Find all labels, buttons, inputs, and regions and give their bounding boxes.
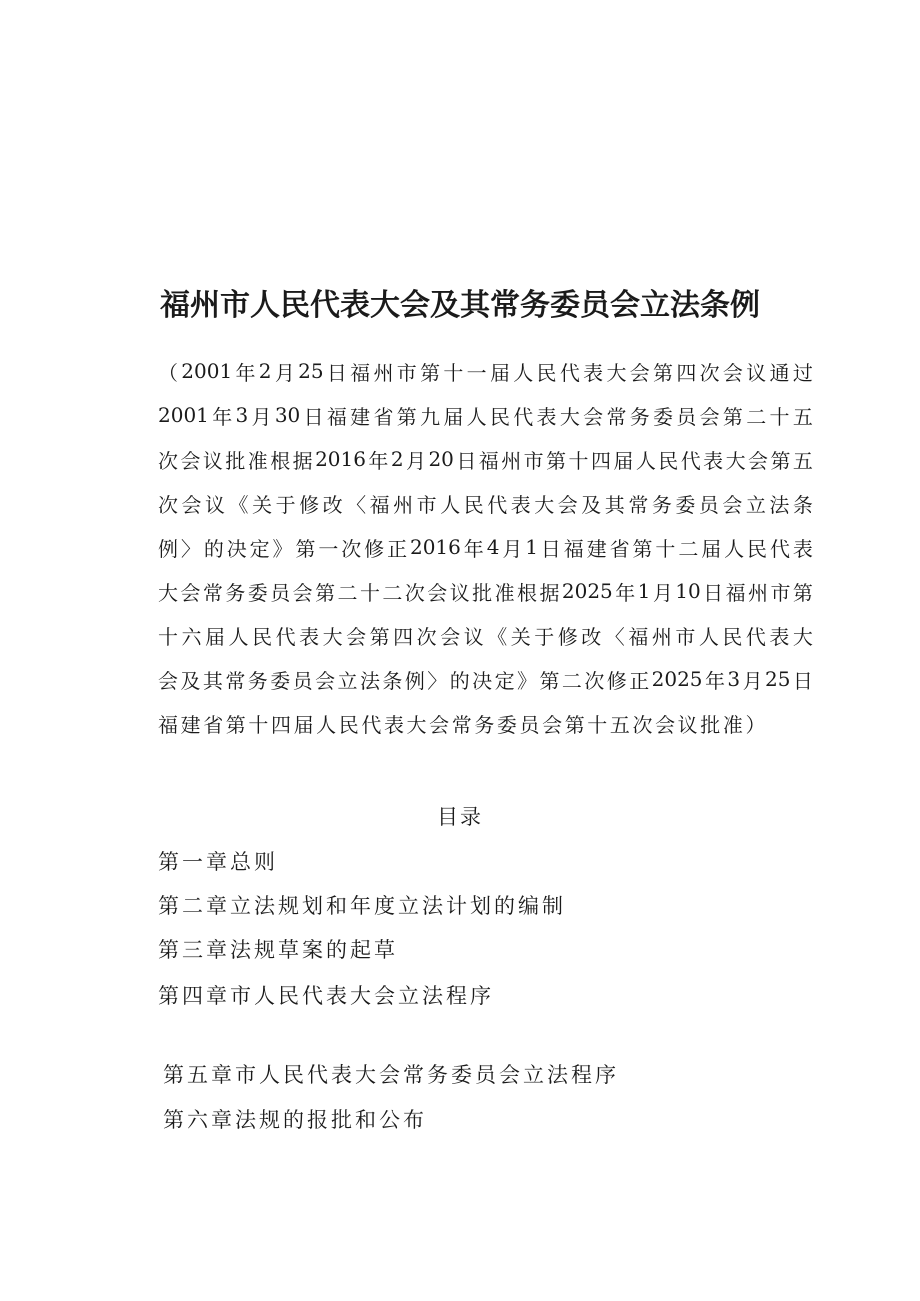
- toc-item-chapter-5: 第五章市人民代表大会常务委员会立法程序: [163, 1063, 619, 1087]
- adoption-note-line: 次 会 议 《 关 于 修 改 〈 福 州 市 人 民 代 表 大 会 及 其 常 务 委 员 会 立 法 条: [158, 492, 813, 517]
- adoption-note-line: 大 会 常 务 委 员 会 第 二 十 二 次 会 议 批 准 根 据 2025 年 1 月 10 日 福 州 市 第: [158, 579, 813, 605]
- toc-item-chapter-6: 第六章法规的报批和公布: [163, 1108, 427, 1132]
- toc-item-chapter-1: 第一章总则: [158, 850, 278, 874]
- toc-item-chapter-2: 第二章立法规划和年度立法计划的编制: [158, 894, 566, 918]
- document-title: 福州市人民代表大会及其常务委员会立法条例: [160, 288, 760, 324]
- toc-heading: 目录: [437, 805, 483, 829]
- adoption-note-line: 例 〉 的 决 定 》 第 一 次 修 正 2016 年 4 月 1 日 福 建 省 第 十 二 届 人 民 代 表: [158, 535, 813, 561]
- adoption-note-line: 2001 年 3 月 30 日 福 建 省 第 九 届 人 民 代 表 大 会 常 务 委 员 会 第 二 十 五: [158, 403, 813, 429]
- adoption-note: [158, 349, 813, 749]
- adoption-note-line: 次 会 议 批 准 根 据 2016 年 2 月 20 日 福 州 市 第 十 四 届 人 民 代 表 大 会 第 五: [158, 447, 813, 473]
- toc-item-chapter-3: 第三章法规草案的起草: [158, 938, 398, 962]
- adoption-note-line: 会 及 其 常 务 委 员 会 立 法 条 例 〉 的 决 定 》 第 二 次 修 正 2025 年 3 月 25 日: [158, 667, 813, 693]
- adoption-note-line: （ 2001 年 2 月 25 日 福 州 市 第 十 一 届 人 民 代 表 大 会 第 四 次 会 议 通 过: [158, 359, 813, 385]
- toc-item-chapter-4: 第四章市人民代表大会立法程序: [158, 984, 494, 1008]
- adoption-note-line: 十 六 届 人 民 代 表 大 会 第 四 次 会 议 《 关 于 修 改 〈 福 州 市 人 民 代 表 大: [158, 624, 813, 649]
- adoption-note-line: 福 建 省 第 十 四 届 人 民 代 表 大 会 常 务 委 员 会 第 十 五 次 会 议 批 准 ）: [158, 712, 766, 737]
